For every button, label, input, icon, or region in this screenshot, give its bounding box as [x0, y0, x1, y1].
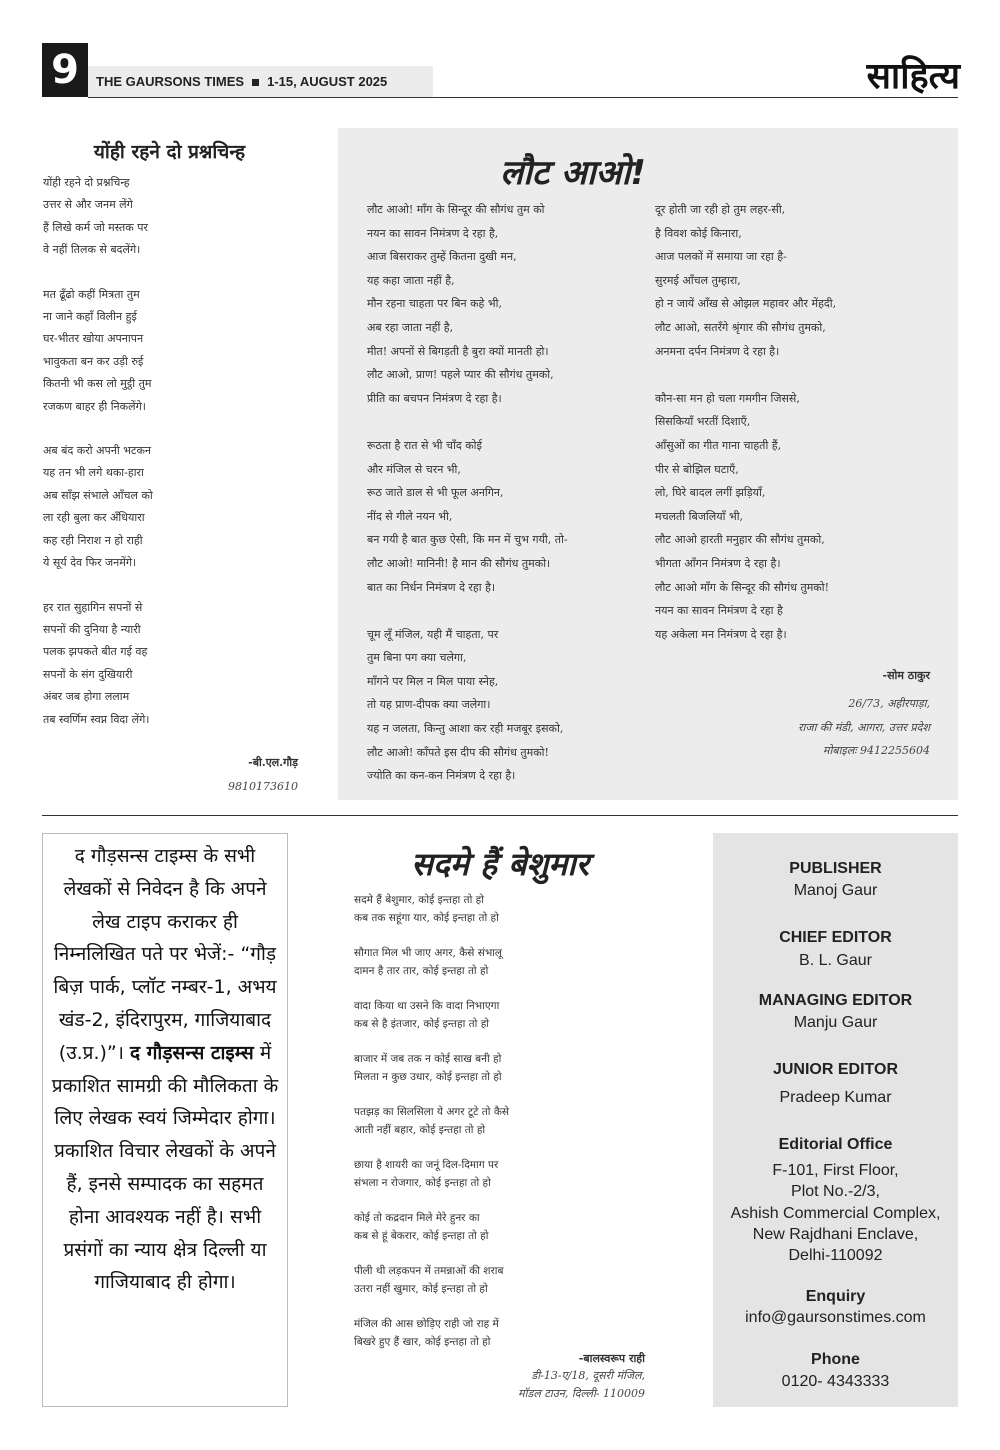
poem-line: लौट आओ! मानिनी! है मान की सौगंध तुमको।	[367, 556, 551, 570]
poem-line: वे नहीं तिलक से बदलेंगे।	[43, 243, 141, 257]
poem-line: कब से है इंतजार, कोई इन्तहा तो हो	[354, 1017, 489, 1030]
stanza	[43, 172, 303, 262]
poem-line: कब से हूं बेकरार, कोई इन्तहा तो हो	[354, 1229, 489, 1242]
poem-line: भावुकता बन कर उड़ी रुई	[43, 354, 144, 368]
poem-line: आती नहीं बहार, कोई इन्तहा तो हो	[354, 1123, 486, 1136]
stanza	[354, 1316, 654, 1351]
poem-line: हर रात सुहागिन सपनों से	[43, 600, 143, 614]
stanza	[354, 1051, 654, 1086]
poem-line: पीर से बोझिल घटाएँ,	[655, 462, 739, 476]
poem-line: रजकण बाहर ही निकलेंगे।	[43, 399, 146, 413]
square-bullet-icon	[252, 79, 259, 86]
poem-line: बात का निर्धन निमंत्रण दे रहा है।	[367, 580, 496, 594]
managing-editor-name: Manju Gaur	[793, 1014, 878, 1031]
poem-line: बन गयी है बात कुछ ऐसी, कि मन में चुभ गयी, तो-	[367, 533, 568, 547]
stanza	[43, 440, 303, 574]
text-line: मोबाइलः 9412255604	[822, 744, 930, 757]
text-line: Delhi-110092	[788, 1247, 883, 1265]
publication-name: THE GAURSONS TIMES	[96, 74, 245, 89]
poem-line: बाजार में जब तक न कोई साख बनी हो	[354, 1053, 502, 1065]
poem-line: कह रही निराश न हो राही	[43, 533, 143, 547]
poem-line: सपनों की दुनिया है न्यारी	[43, 622, 141, 636]
poem2-title: लौट आओ!	[500, 153, 646, 193]
poem-line: मीत! अपनों से बिगड़ती है बुरा क्यों मानती हो।	[367, 344, 549, 358]
poem-line: मंजिल की आस छोड़िए राही जो राह में	[354, 1318, 499, 1330]
stanza	[655, 387, 935, 647]
poem-line: अब रहा जाता नहीं है,	[367, 320, 454, 334]
poem-line: माँगने पर मिल न मिल पाया स्नेह,	[367, 674, 499, 688]
poem-line: कोई तो कद्रदान मिले मेरे हुनर का	[354, 1212, 480, 1224]
poem2-author: -सोम ठाकुर	[882, 669, 930, 682]
managing-editor-label: MANAGING EDITOR	[758, 992, 913, 1009]
publisher-label: PUBLISHER	[789, 860, 882, 877]
poem-line: लौट आओ! माँग के सिन्दूर की सौगंध तुम को	[367, 203, 545, 216]
stanza	[354, 1104, 654, 1139]
poem-line: सिसकियाँ भरतीं दिशाएँ,	[655, 415, 751, 429]
poem-line: नयन का सावन निमंत्रण दे रहा है	[655, 604, 783, 618]
poem-line: आँसुओं का गीत गाना चाहती हैं,	[655, 438, 782, 452]
poem-line: पलक झपकते बीत गई वह	[43, 645, 148, 659]
poem3-title: सदमे हैं बेशुमार	[411, 845, 589, 883]
stanza	[655, 198, 935, 363]
issue-date: 1-15, AUGUST 2025	[267, 74, 388, 89]
stanza	[354, 945, 654, 980]
poem1-title: योंही रहने दो प्रश्नचिन्ह	[93, 141, 246, 163]
poem-line: तो यह प्राण-दीपक क्या जलेगा।	[367, 698, 491, 712]
notice-part-1: द गौड़सन्स टाइम्स के सभी लेखकों से निवेदन है कि अपने लेख टाइप कराकर ही निम्नलिखित पते पर भेजें:- “गौड़ बिज़ पार्क, प्लॉट नम्बर-1, अभय खंड-2, इंदिरापुरम, गाजियाबाद (उ.प्र.)”।	[53, 845, 277, 1064]
text-line: Ashish Commercial Complex,	[730, 1204, 941, 1222]
poem-line: ये सूर्य देव फिर जनमेंगे।	[43, 556, 137, 570]
poem-line: है विवश कोई किनारा,	[655, 226, 742, 240]
text-line: Plot No.-2/3,	[791, 1183, 880, 1201]
poem3-body	[354, 892, 654, 1369]
poem-line: प्रीति का बचपन निमंत्रण दे रहा है।	[367, 391, 502, 405]
poem-line: अंबर जब होगा ललाम	[43, 690, 130, 704]
poem-line: योंही रहने दो प्रश्नचिन्ह	[43, 176, 130, 189]
poem-line: यह न जलता, किन्तु आशा कर रही मजबूर इसको,	[367, 722, 564, 736]
poem1-body	[43, 172, 303, 753]
poem2-column-2	[655, 198, 935, 670]
phone-label: Phone	[811, 1351, 860, 1368]
poem-line: ज्योति का कन-कन निमंत्रण दे रहा है।	[367, 769, 516, 783]
poem-line: ला रही बुला कर अँधियारा	[43, 511, 145, 525]
poem-line: लौट आओ! काँपते इस दीप की सौगंध तुमको!	[367, 745, 549, 759]
junior-editor-label: JUNIOR EDITOR	[772, 1061, 899, 1078]
poem-line: दामन है तार तार, कोई इन्तहा तो हो	[354, 964, 489, 977]
poem-line: भीगता आँगन निमंत्रण दे रहा है।	[655, 556, 781, 570]
page-number: 9	[42, 43, 88, 97]
enquiry-email: info@gaursonstimes.com	[745, 1309, 926, 1326]
poem-line: मौन रहना चाहता पर बिन कहे भी,	[367, 297, 502, 311]
poem-line: लौट आओ, सतरँगे श्रृंगार की सौगंध तुमको,	[655, 320, 826, 334]
stanza	[354, 1263, 654, 1298]
header-rule	[88, 97, 958, 98]
poem-line: रूठ जाते डाल से भी फूल अनगिन,	[367, 486, 504, 500]
poem-line: यह कहा जाता नहीं है,	[367, 273, 455, 287]
poem-line: लौट आओ हारती मनुहार की सौगंध तुमको,	[655, 533, 825, 547]
poem-line: उतरा नहीं खुमार, कोई इन्तहा तो हो	[354, 1282, 488, 1295]
poem-line: लौट आओ माँग के सिन्दूर की सौगंध तुमको!	[655, 580, 830, 594]
poem3-address	[440, 1367, 645, 1403]
poem-line: पतझड़ का सिलसिला ये अगर टूटे तो कैसे	[354, 1106, 510, 1118]
poem-line: आज पलकों में समाया जा रहा है-	[655, 250, 787, 264]
poem-line: लौट आओ, प्राण! पहले प्यार की सौगंध तुमको,	[367, 368, 554, 382]
poem3-author: -बालस्वरूप राही	[578, 1352, 645, 1365]
notice-text	[50, 840, 280, 1299]
enquiry-label: Enquiry	[805, 1288, 866, 1305]
poem-line: मत ढूँढो कहीं मित्रता तुम	[43, 287, 140, 301]
poem-line: सदमे हैं बेशुमार, कोई इन्तहा तो हो	[354, 894, 484, 906]
stanza	[354, 892, 654, 927]
poem-line: दूर होती जा रही हो तुम लहर-सी,	[655, 203, 786, 216]
poem-line: घर-भीतर खोया अपनापन	[43, 332, 144, 346]
poem-line: सुरमई आँचल तुम्हारा,	[655, 273, 741, 287]
poem-line: छाया है शायरी का जनूं दिल-दिमाग पर	[354, 1159, 499, 1171]
poem-line: नींद से गीले नयन भी,	[367, 509, 453, 523]
poem-line: लो, घिरे बादल लगीं झड़ियाँ,	[655, 486, 766, 500]
poem2-column-1	[367, 198, 637, 811]
stanza	[354, 1210, 654, 1245]
text-line: मॉडल टाउन, दिल्ली- 110009	[518, 1387, 645, 1400]
poem-line: बिखरे हुए हैं खार, कोई इन्तहा तो हो	[354, 1335, 491, 1348]
stanza	[367, 198, 637, 410]
poem-line: अनमना दर्पन निमंत्रण दे रहा है।	[655, 344, 780, 358]
poem-line: रूठता है रात से भी चाँद कोई	[367, 438, 482, 452]
notice-part-2: में प्रकाशित सामग्री की मौलिकता के लिए लेखक स्वयं जिम्मेदार होगा। प्रकाशित विचार लेखकों के अपने हैं, इनसे सम्पादक का सहमत होना आवश्यक नहीं है। सभी प्रसंगों का न्याय क्षेत्र दिल्ली या गाजियाबाद ही होगा।	[51, 1041, 279, 1294]
poem-line: तब स्वर्णिम स्वप्न विदा लेंगे।	[43, 712, 150, 726]
stanza	[354, 998, 654, 1033]
stanza	[367, 434, 637, 599]
poem-line: पीली थी लड़कपन में तमन्नाओं की शराब	[354, 1265, 504, 1277]
poem-line: और मंजिल से चरन भी,	[367, 462, 461, 476]
poem-line: ना जाने कहाँ विलीन हुई	[43, 310, 137, 324]
phone-number: 0120- 4343333	[781, 1373, 890, 1390]
poem1-author: -बी.एल.गौड़	[248, 756, 298, 769]
poem-line: मिलता न कुछ उधार, कोई इन्तहा तो हो	[354, 1070, 502, 1083]
publisher-name: Manoj Gaur	[793, 882, 878, 899]
poem-line: वादा किया था उसने कि वादा निभाएगा	[354, 1000, 500, 1012]
masthead	[88, 66, 433, 97]
stanza	[354, 1157, 654, 1192]
text-line: F-101, First Floor,	[772, 1162, 899, 1179]
poem-line: यह अकेला मन निमंत्रण दे रहा है।	[655, 627, 787, 641]
poem-line: चूम लूँ मंजिल, यही मैं चाहता, पर	[367, 627, 499, 641]
text-line: डी-13-ए/18, दूसरी मंजिल,	[531, 1369, 645, 1382]
poem-line: सौगात मिल भी जाए अगर, कैसे संभालू	[354, 947, 503, 959]
junior-editor-name: Pradeep Kumar	[779, 1089, 892, 1106]
poem1-phone: 9810173610	[228, 780, 298, 793]
poem-line: सपनों के संग दुखियारी	[43, 667, 133, 681]
poem-line: कौन-सा मन हो चला गमगीन जिससे,	[655, 391, 800, 405]
poem-line: कब तक सहूंगा यार, कोई इन्तहा तो हो	[354, 911, 499, 924]
office-label: Editorial Office	[778, 1136, 893, 1153]
text-line: 26/73, अहीरपाड़ा,	[848, 697, 930, 710]
text-line: New Rajdhani Enclave,	[752, 1225, 919, 1243]
poem2-address	[700, 692, 930, 763]
stanza	[43, 597, 303, 731]
stanza	[367, 623, 637, 788]
chief-editor-name: B. L. Gaur	[799, 952, 872, 969]
poem-line: मचलती बिजलियाँ भी,	[655, 509, 744, 523]
section-title: साहित्य	[866, 56, 960, 97]
section-divider	[42, 815, 958, 816]
poem-line: नयन का सावन निमंत्रण दे रहा है,	[367, 226, 499, 240]
text-line: राजा की मंडी, आगरा, उत्तर प्रदेश	[798, 720, 930, 734]
poem-line: अब बंद करो अपनी भटकन	[43, 444, 152, 458]
stanza	[43, 284, 303, 418]
poem-line: हैं लिखे कर्म जो मस्तक पर	[43, 220, 148, 234]
poem-line: अब साँझ संभाले आँचल को	[43, 488, 153, 502]
poem-line: तुम बिना पग क्या चलेगा,	[367, 651, 467, 665]
chief-editor-label: CHIEF EDITOR	[779, 929, 892, 946]
poem-line: संभला न रोजगार, कोई इन्तहा तो हो	[354, 1176, 491, 1189]
poem-line: कितनी भी कस लो मुट्ठी तुम	[43, 377, 152, 391]
poem-line: आज बिसराकर तुम्हें कितना दुखी मन,	[367, 250, 517, 264]
notice-publication-name: द गौड़सन्स टाइम्स	[130, 1041, 254, 1064]
poem-line: हो न जायें आँख से ओझल महावर और मेंहदी,	[655, 297, 837, 311]
office-address	[713, 1160, 958, 1266]
poem-line: उत्तर से और जनम लेंगे	[43, 198, 133, 212]
poem-line: यह तन भी लगे थका-हारा	[43, 466, 144, 480]
